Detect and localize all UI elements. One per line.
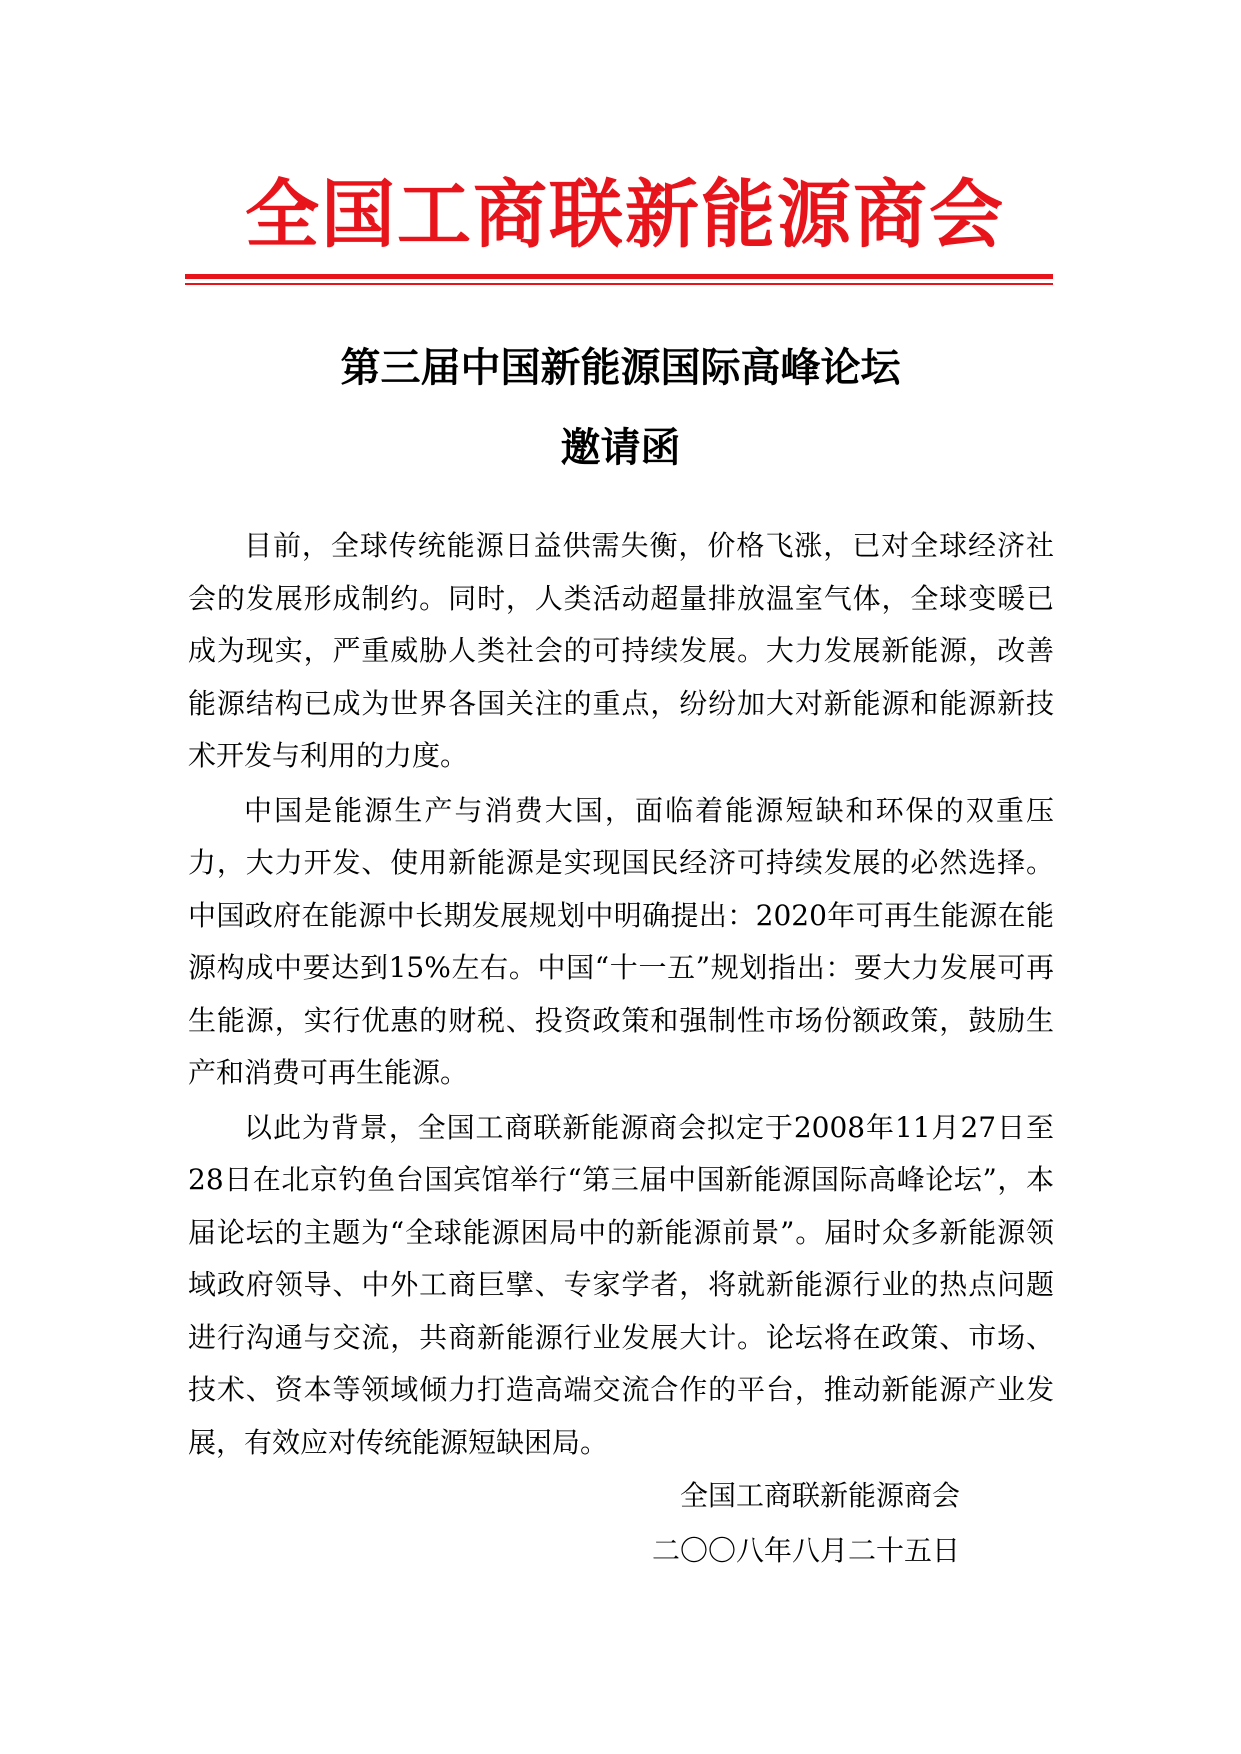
signature-date: 二〇〇八年八月二十五日 [651,1534,960,1567]
signature-organization: 全国工商联新能源商会 [679,1479,960,1512]
organization-letterhead: 全国工商联新能源商会 [245,172,1005,258]
document-title: 第三届中国新能源国际高峰论坛 [340,345,901,391]
paragraph-3: 以此为背景，全国工商联新能源商会拟定于2008年11月27日至28日在北京钓鱼台国宾馆举行“第三届中国新能源国际高峰论坛”，本届论坛的主题为“全球能源困局中的新能源前景”。届时众多新能源领域政府领导、中外工商巨擘、专家学者，将就新能源行业的热点问题进行沟通与交流，共商新能源行业发展大计。论坛将在政策、市场、技术、资本等领域倾力打造高端交流合作的平台，推动新能源产业发展，有效应对传统能源短缺困局。 [188,1110,1054,1459]
letter-body [188,520,1054,1471]
letterhead-rule-thin [185,283,1053,285]
paragraph-2: 中国是能源生产与消费大国，面临着能源短缺和环保的双重压力，大力开发、使用新能源是实现国民经济可持续发展的必然选择。中国政府在能源中长期发展规划中明确提出：2020年可再生能源在能源构成中要达到15%左右。中国“十一五”规划指出：要大力发展可再生能源，实行优惠的财税、投资政策和强制性市场份额政策，鼓励生产和消费可再生能源。 [188,793,1054,1089]
document-subtitle: 邀请函 [560,425,681,471]
letterhead-rule-thick [185,274,1053,279]
paragraph-1: 目前，全球传统能源日益供需失衡，价格飞涨，已对全球经济社会的发展形成制约。同时，人类活动超量排放温室气体，全球变暖已成为现实，严重威胁人类社会的可持续发展。大力发展新能源，改善能源结构已成为世界各国关注的重点，纷纷加大对新能源和能源新技术开发与利用的力度。 [188,529,1054,772]
